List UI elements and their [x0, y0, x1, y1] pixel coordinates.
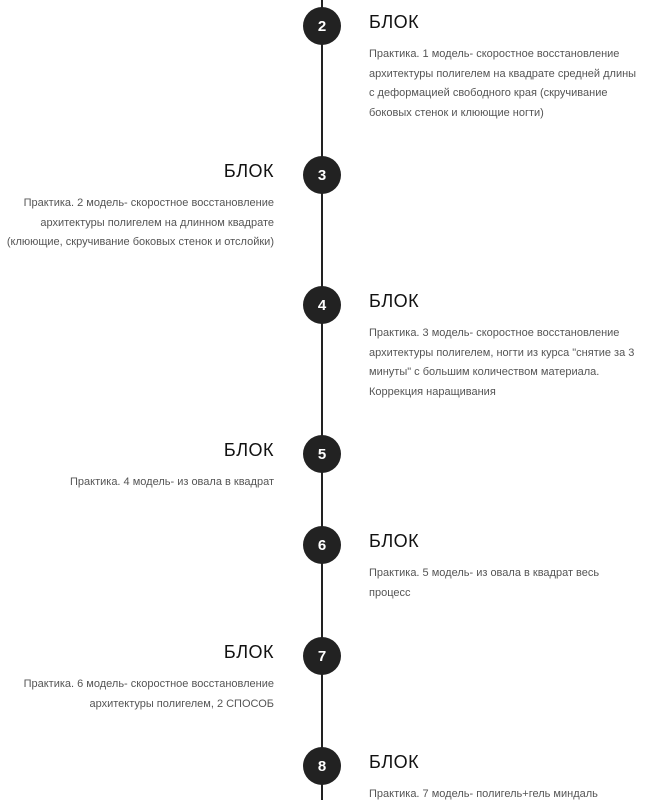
timeline-block-4: [369, 290, 637, 402]
block-description: Практика. 3 модель- скоростное восстановление архитектуры полигелем, ногти из курса "снятие за 3 минуты" с большим количеством материала. Коррекция наращивания: [369, 327, 635, 398]
step-number-badge-4: 4: [303, 286, 341, 324]
block-title: БЛОК: [369, 12, 420, 32]
timeline-block-8: [369, 751, 637, 805]
block-description: Практика. 2 модель- скоростное восстановление архитектуры полигелем на длинном квадрате (клюющие, скручивание боковых стенок и отслойки): [6, 197, 274, 248]
timeline-block-7: [0, 641, 274, 714]
block-title: БЛОК: [223, 440, 274, 460]
block-title: БЛОК: [369, 291, 420, 311]
timeline-block-5: [0, 439, 274, 493]
block-title: БЛОК: [369, 752, 420, 772]
block-description: Практика. 7 модель- полигель+гель миндаль: [369, 788, 598, 800]
timeline-axis: [321, 0, 323, 800]
block-description: Практика. 4 модель- из овала в квадрат: [70, 476, 274, 488]
timeline-block-3: [0, 160, 274, 253]
step-number-badge-7: 7: [303, 637, 341, 675]
step-number-badge-3: 3: [303, 156, 341, 194]
step-number-badge-2: 2: [303, 7, 341, 45]
block-title: БЛОК: [223, 161, 274, 181]
step-number-badge-6: 6: [303, 526, 341, 564]
block-title: БЛОК: [369, 531, 420, 551]
step-number-badge-8: 8: [303, 747, 341, 785]
block-description: Практика. 1 модель- скоростное восстановление архитектуры полигелем на квадрате средней длины с деформацией свободного края (скручивание боковых стенок и клюющие ногти): [369, 48, 637, 119]
block-description: Практика. 5 модель- из овала в квадрат весь процесс: [369, 567, 600, 599]
block-title: БЛОК: [223, 642, 274, 662]
timeline-block-6: [369, 530, 637, 603]
timeline-block-2: [369, 11, 637, 123]
step-number-badge-5: 5: [303, 435, 341, 473]
block-description: Практика. 6 модель- скоростное восстановление архитектуры полигелем, 2 СПОСОБ: [23, 678, 274, 710]
